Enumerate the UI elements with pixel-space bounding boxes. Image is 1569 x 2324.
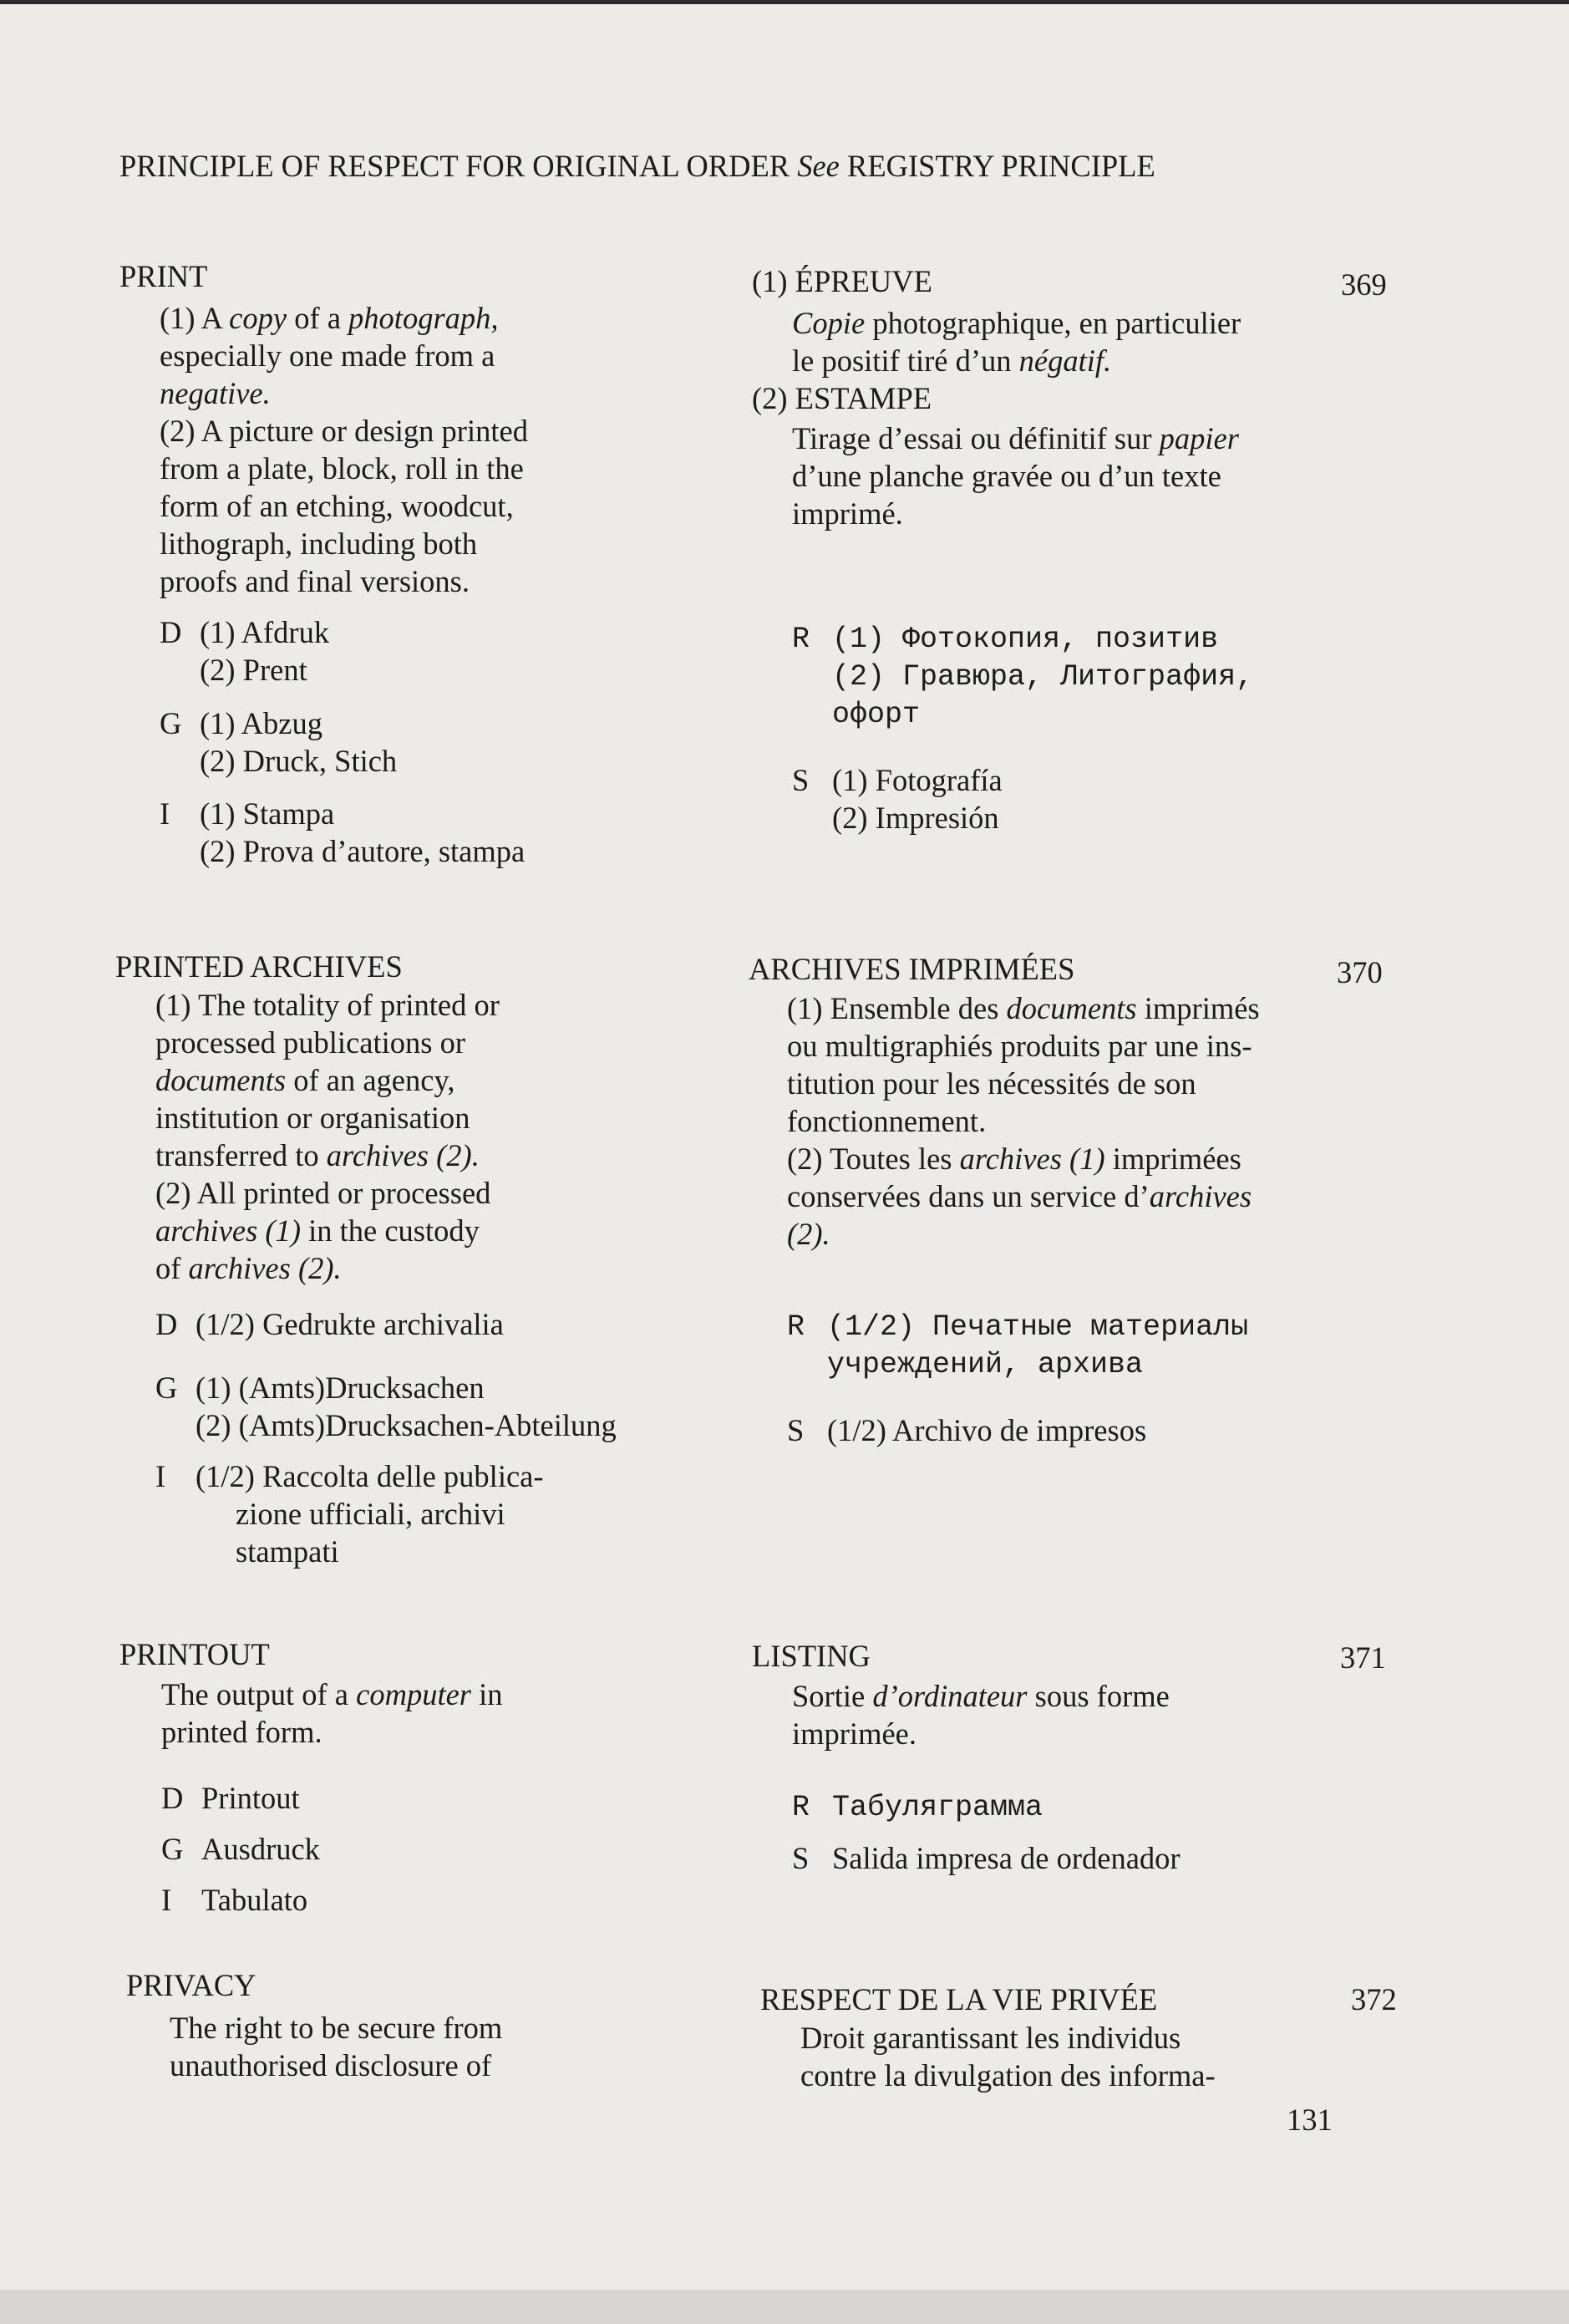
translation-dutch — [155, 1305, 504, 1343]
language-code: G — [155, 1370, 178, 1405]
definition-line: le positif tiré d’un négatif. — [792, 343, 1112, 378]
translation-line: (1/2) Raccolta delle publica- — [195, 1459, 544, 1493]
translation-italian — [155, 1457, 544, 1570]
fr-definition — [800, 2019, 1216, 2094]
language-code: D — [161, 1781, 184, 1815]
translation-german — [155, 1369, 617, 1444]
language-code: R — [792, 1791, 810, 1824]
definition-line: (2). — [787, 1217, 830, 1251]
translation-lines — [195, 1369, 617, 1444]
en-definition — [160, 299, 528, 600]
definition-line: from a plate, block, roll in the — [160, 451, 524, 486]
definition-line: conservées dans un service d’archives — [787, 1179, 1252, 1213]
fr-term: (1) ÉPREUVE — [752, 264, 932, 298]
translation-line: Printout — [201, 1781, 300, 1815]
page-bottom-edge — [0, 2290, 1569, 2324]
definition-line: lithograph, including both — [160, 526, 478, 561]
definition-line: processed publications or — [155, 1025, 465, 1060]
translation-italian — [160, 795, 525, 870]
translation-lines — [200, 613, 329, 689]
translation-spanish — [792, 761, 1003, 837]
definition-line: printed form. — [161, 1715, 322, 1749]
translation-russian — [792, 1789, 1043, 1827]
translation-italian — [161, 1881, 307, 1919]
en-term: PRINTED ARCHIVES — [115, 949, 403, 984]
definition-line: fonctionnement. — [787, 1104, 987, 1138]
language-code: S — [792, 1841, 810, 1875]
definition-line: especially one made from a — [160, 338, 495, 373]
translation-line: офорт — [832, 698, 921, 731]
definition-line: Tirage d’essai ou définitif sur papier — [792, 421, 1239, 455]
definition-line: (1) A copy of a photograph, — [160, 301, 499, 335]
translation-lines — [195, 1305, 504, 1343]
translation-line: (1) Фотокопия, позитив — [832, 623, 1219, 656]
language-code: I — [161, 1883, 172, 1917]
definition-line: The right to be secure from — [170, 2011, 503, 2045]
language-code: S — [792, 763, 810, 797]
definition-line: archives (1) in the custody — [155, 1213, 480, 1248]
definition-line: d’une planche gravée ou d’un texte — [792, 459, 1221, 493]
entry-number: 369 — [1341, 267, 1387, 302]
definition-line: documents of an agency, — [155, 1063, 455, 1097]
language-code: R — [792, 623, 810, 656]
translation-lines — [200, 795, 525, 870]
translation-lines — [832, 1789, 1043, 1827]
translation-line: (2) Impresión — [832, 801, 999, 835]
fr-term: RESPECT DE LA VIE PRIVÉE — [760, 1982, 1158, 2016]
language-code: G — [160, 706, 182, 740]
translation-lines — [201, 1830, 320, 1868]
definition-line: imprimée. — [792, 1716, 917, 1751]
translation-line: stampati — [236, 1534, 339, 1569]
definition-line: (2) All printed or processed — [155, 1176, 491, 1210]
translation-russian — [787, 1309, 1248, 1384]
definition-line: Copie photographique, en particulier — [792, 306, 1241, 340]
top-edge — [0, 0, 1569, 4]
language-code: I — [155, 1459, 166, 1493]
language-code: G — [161, 1832, 184, 1866]
definition-line: (1) The totality of printed or — [155, 988, 500, 1022]
translation-line: (1/2) Gedrukte archivalia — [195, 1307, 504, 1341]
definition-line: negative. — [160, 376, 271, 410]
translation-german — [161, 1830, 320, 1868]
translation-line: (1) Fotografía — [832, 763, 1003, 797]
definition-line: (2) Toutes les archives (1) imprimées — [787, 1142, 1241, 1176]
fr-definition — [792, 304, 1241, 379]
definition-line: imprimé. — [792, 496, 903, 531]
cross-reference-header: PRINCIPLE OF RESPECT FOR ORIGINAL ORDER See REGISTRY PRINCIPLE — [119, 149, 1155, 183]
definition-line: (2) A picture or design printed — [160, 414, 528, 448]
en-definition — [170, 2009, 502, 2084]
translation-russian — [792, 621, 1253, 734]
translation-line: (2) (Amts)Drucksachen-Abteilung — [195, 1408, 617, 1442]
definition-line: transferred to archives (2). — [155, 1138, 480, 1172]
fr-term: ARCHIVES IMPRIMÉES — [749, 952, 1075, 986]
definition-line: The output of a computer in — [161, 1677, 503, 1711]
en-definition — [161, 1676, 503, 1751]
language-code: D — [155, 1307, 178, 1341]
en-term: PRIVACY — [126, 1968, 256, 2002]
translation-line: (1/2) Archivo de impresos — [827, 1413, 1147, 1447]
definition-line: Droit garantissant les individus — [800, 2021, 1181, 2055]
translation-line: (1) Abzug — [200, 706, 322, 740]
definition-line: proofs and final versions. — [160, 564, 470, 598]
language-code: S — [787, 1413, 805, 1447]
en-definition — [155, 986, 500, 1287]
fr-term: LISTING — [752, 1639, 871, 1673]
translation-spanish — [787, 1411, 1146, 1449]
translation-line: zione ufficiali, archivi — [236, 1497, 505, 1531]
translation-line: Ausdruck — [201, 1832, 320, 1866]
language-code: I — [160, 796, 170, 831]
translation-lines — [827, 1411, 1146, 1449]
translation-line: (1) Afdruk — [200, 615, 330, 649]
translation-lines — [201, 1779, 300, 1817]
translation-lines — [832, 761, 1003, 837]
translation-line: Табуляграмма — [832, 1791, 1043, 1824]
translation-lines — [827, 1309, 1248, 1384]
language-code: R — [787, 1310, 805, 1344]
translation-lines — [195, 1457, 544, 1570]
definition-line: of archives (2). — [155, 1251, 342, 1285]
fr-definition-2 — [792, 420, 1239, 532]
fr-definition — [787, 989, 1260, 1253]
definition-line: ou multigraphiés produits par une ins- — [787, 1029, 1252, 1063]
definition-line: institution or organisation — [155, 1101, 470, 1135]
page-number: 131 — [1287, 2103, 1333, 2137]
en-term: PRINTOUT — [119, 1637, 270, 1671]
entry-number: 371 — [1340, 1640, 1386, 1675]
translation-line: (1) (Amts)Drucksachen — [195, 1370, 485, 1405]
definition-line: unauthorised disclosure of — [170, 2048, 492, 2082]
translation-line: (2) Druck, Stich — [200, 744, 398, 778]
entry-number: 372 — [1351, 1982, 1397, 2016]
translation-line: (1/2) Печатные материалы — [827, 1310, 1249, 1344]
fr-definition — [792, 1677, 1170, 1752]
translation-line: (2) Prova d’autore, stampa — [200, 834, 526, 868]
translation-lines — [201, 1881, 307, 1919]
definition-line: titution pour les nécessités de son — [787, 1066, 1196, 1101]
definition-line: contre la divulgation des informa- — [800, 2058, 1216, 2093]
entry-number: 370 — [1337, 955, 1383, 989]
language-code: D — [160, 615, 182, 649]
translation-line: Tabulato — [201, 1883, 308, 1917]
translation-dutch — [160, 613, 329, 689]
definition-line: Sortie d’ordinateur sous forme — [792, 1679, 1170, 1713]
translation-dutch — [161, 1779, 300, 1817]
en-term: PRINT — [119, 259, 208, 293]
translation-german — [160, 704, 397, 780]
definition-line: form of an etching, woodcut, — [160, 489, 514, 523]
translation-line: Salida impresa de ordenador — [832, 1841, 1181, 1875]
translation-line: (2) Гравюра, Литография, — [832, 660, 1254, 694]
translation-line: (1) Stampa — [200, 796, 335, 831]
translation-lines — [200, 704, 397, 780]
translation-line: (2) Prent — [200, 653, 307, 687]
translation-lines — [832, 621, 1253, 734]
translation-spanish — [792, 1839, 1181, 1877]
translation-lines — [832, 1839, 1181, 1877]
translation-line: учреждений, архива — [827, 1348, 1144, 1381]
fr-term-2: (2) ESTAMPE — [752, 381, 932, 415]
definition-line: (1) Ensemble des documents imprimés — [787, 991, 1260, 1025]
